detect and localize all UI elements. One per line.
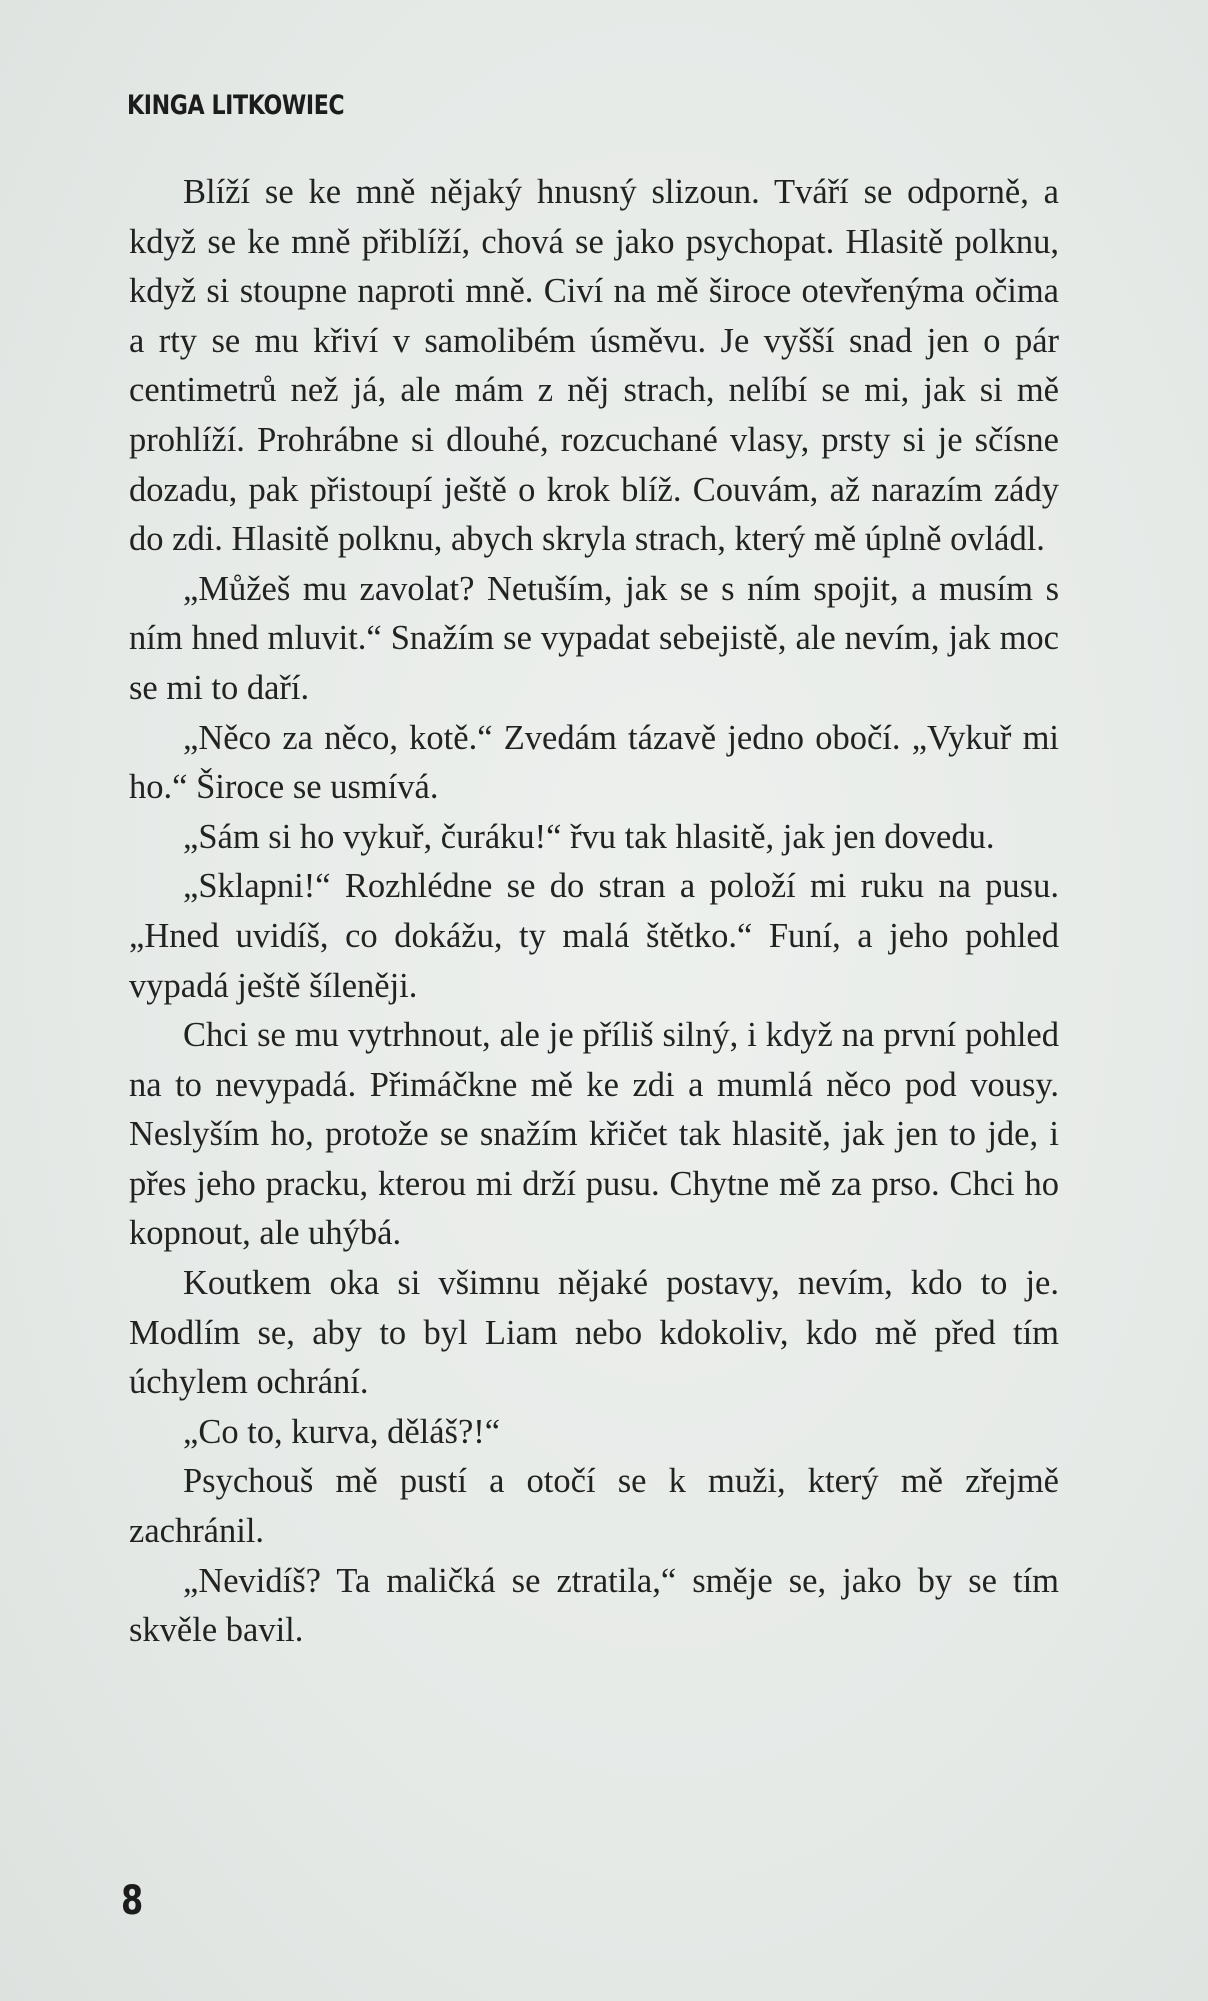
paragraph: „Sám si ho vykuř, čuráku!“ řvu tak hlasitě, jak jen dovedu.	[183, 817, 995, 856]
paragraph: Blíží se ke mně nějaký hnusný slizoun. Tváří se odporně, a když se ke mně přiblíží, chová se jako psychopat. Hlasitě polknu, když si stoupne naproti mně. Civí na mě široce otevřenýma očima a rty se mu křiví v samolibém úsměvu. Je vyšší snad jen o pár centimetrů než já, ale mám z něj strach, nelíbí se mi, jak si mě prohlíží. Prohrábne si dlouhé, rozcuchané vlasy, prsty si je sčísne dozadu, pak přistoupí ještě o krok blíž. Couvám, až narazím zády do zdi. Hlasitě polknu, abych skryla strach, který mě úplně ovládl.	[129, 173, 1059, 559]
paragraph: Koutkem oka si všimnu nějaké postavy, nevím, kdo to je. Modlím se, aby to byl Liam nebo kdokoliv, kdo mě před tím úchylem ochrání.	[129, 1264, 1059, 1402]
paragraph: Psychouš mě pustí a otočí se k muži, který mě zřejmě zachránil.	[129, 1462, 1059, 1551]
paragraph: Chci se mu vytrhnout, ale je příliš silný, i když na první pohled na to nevypadá. Přimáčkne mě ke zdi a mumlá něco pod vousy. Neslyším ho, protože se snažím křičet tak hlasitě, jak jen to jde, i přes jeho pracku, kterou mi drží pusu. Chytne mě za prso. Chci ho kopnout, ale uhýbá.	[129, 1016, 1059, 1253]
paragraph: „Něco za něco, kotě.“ Zvedám tázavě jedno obočí. „Vykuř mi ho.“ Široce se usmívá.	[129, 718, 1059, 807]
running-head: KINGA LITKOWIEC	[127, 90, 345, 121]
paragraph: „Nevidíš? Ta maličká se ztratila,“ směje se, jako by se tím skvěle bavil.	[129, 1561, 1059, 1650]
body-text	[129, 168, 1059, 1656]
page-number: 8	[121, 1878, 144, 1924]
paragraph: „Sklapni!“ Rozhlédne se do stran a položí mi ruku na pusu. „Hned uvidíš, co dokážu, ty malá štětko.“ Funí, a jeho pohled vypadá ještě šíleněji.	[129, 867, 1059, 1005]
paragraph: „Můžeš mu zavolat? Netuším, jak se s ním spojit, a musím s ním hned mluvit.“ Snažím se vypadat sebejistě, ale nevím, jak moc se mi to daří.	[129, 569, 1059, 707]
paragraph: „Co to, kurva, děláš?!“	[183, 1412, 501, 1451]
